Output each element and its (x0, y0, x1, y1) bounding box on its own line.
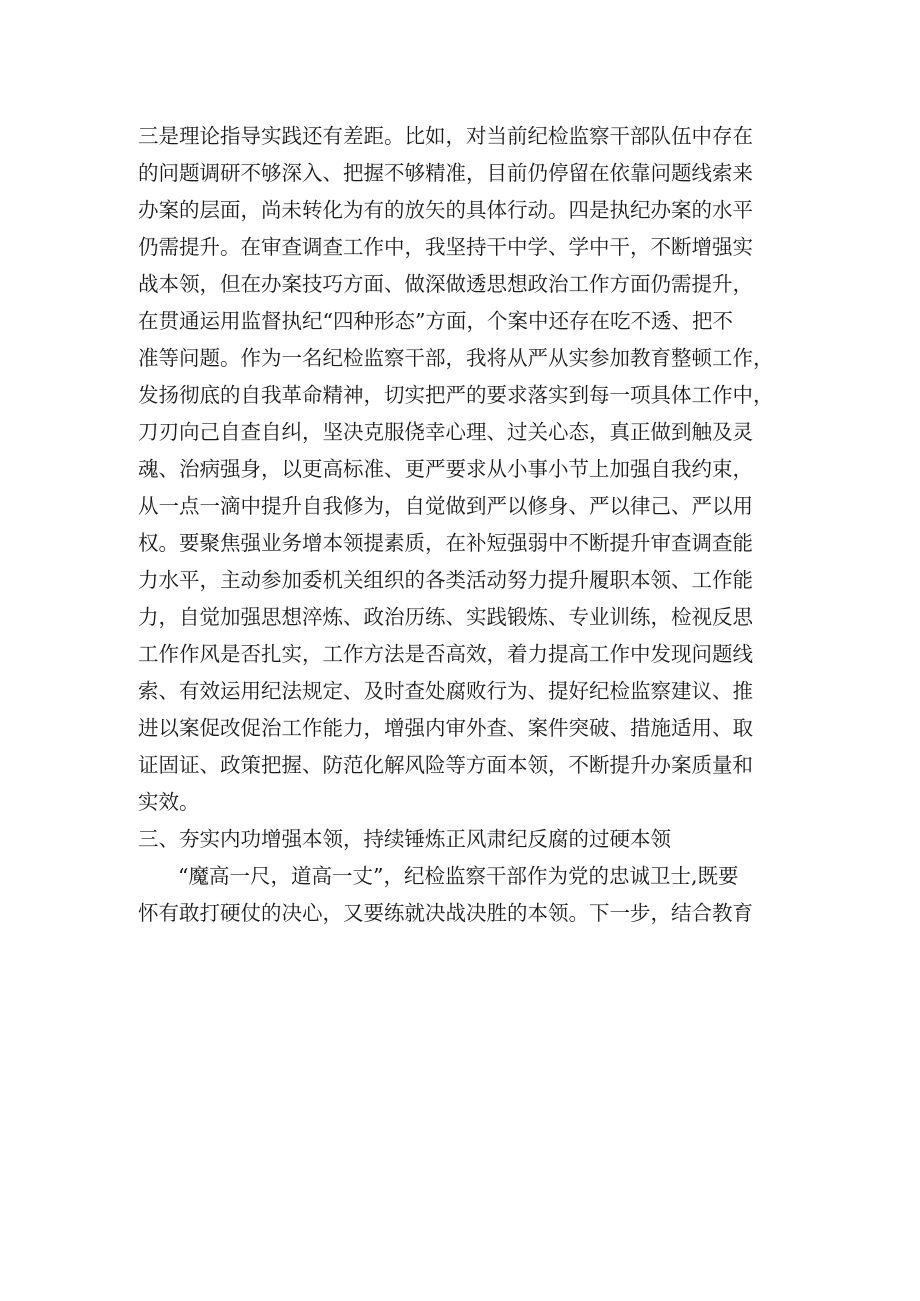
text-line: 进以案促改促治工作能力，增强内审外查、案件突破、措施适用、取 (138, 716, 753, 740)
text-line: 从一点一滴中提升自我修为，自觉做到严以修身、严以律己、严以用 (138, 494, 753, 518)
text-line: 工作作风是否扎实，工作方法是否高效，着力提高工作中发现问题线 (138, 642, 753, 666)
text-line: 力水平，主动参加委机关组织的各类活动努力提升履职本领、工作能 (138, 568, 753, 592)
text-line: 办案的层面，尚未转化为有的放矢的具体行动。四是执纪办案的水平 (138, 198, 753, 222)
text-line: 发扬彻底的自我革命精神，切实把严的要求落实到每一项具体工作中， (138, 383, 774, 407)
text-line: 魂、治病强身，以更高标准、更严要求从小事小节上加强自我约束， (138, 457, 753, 481)
document-body (138, 118, 798, 932)
text-line: 力，自觉加强思想淬炼、政治历练、实践锻炼、专业训练，检视反思 (138, 605, 753, 629)
text-line: 刀刃向己自查自纠，坚决克服侥幸心理、过关心态，真正做到触及灵 (138, 420, 753, 444)
text-line: 实效。 (138, 790, 200, 814)
text-line: 证固证、政策把握、防范化解风险等方面本领，不断提升办案质量和 (138, 753, 753, 777)
text-line: 在贯通运用监督执纪“四种形态”方面，个案中还存在吃不透、把不 (138, 309, 733, 333)
text-line: “魔高一尺，道高一丈”，纪检监察干部作为党的忠诚卫士,既要 (178, 864, 739, 888)
text-line: 权。要聚焦强业务增本领提素质，在补短强弱中不断提升审查调查能 (138, 531, 753, 555)
section-heading: 三、夯实内功增强本领，持续锤炼正风肃纪反腐的过硬本领 (138, 827, 671, 851)
text-line: 的问题调研不够深入、把握不够精准，目前仍停留在依靠问题线索来 (138, 161, 753, 185)
text-line: 战本领，但在办案技巧方面、做深做透思想政治工作方面仍需提升， (138, 272, 753, 296)
paragraph (138, 858, 798, 932)
text-line: 准等问题。作为一名纪检监察干部，我将从严从实参加教育整顿工作， (138, 346, 774, 370)
paragraph-continuation (138, 118, 798, 821)
text-line: 仍需提升。在审查调查工作中，我坚持干中学、学中干，不断增强实 (138, 235, 753, 259)
text-line: 索、有效运用纪法规定、及时查处腐败行为、提好纪检监察建议、推 (138, 679, 753, 703)
text-line: 怀有敢打硬仗的决心，又要练就决战决胜的本领。下一步，结合教育 (138, 901, 753, 925)
text-line: 三是理论指导实践还有差距。比如，对当前纪检监察干部队伍中存在 (138, 124, 753, 148)
